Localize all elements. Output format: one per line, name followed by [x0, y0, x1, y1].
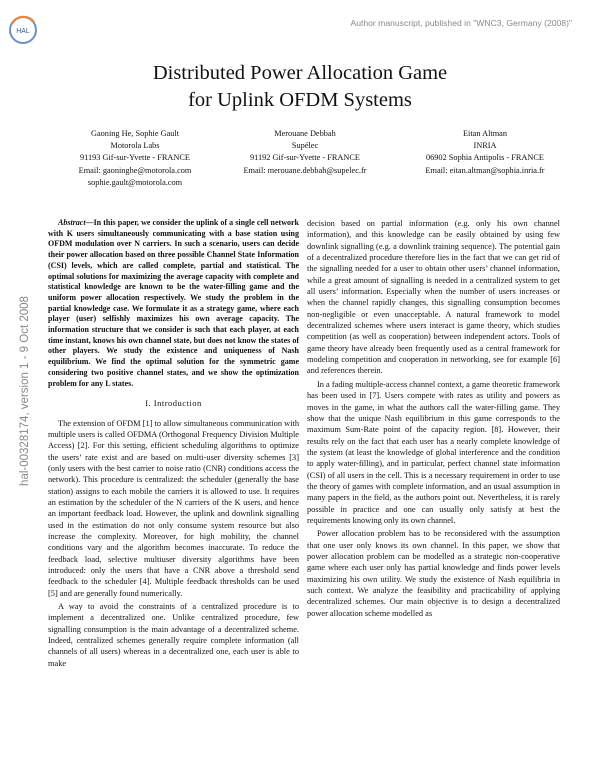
hal-identifier-sidebar: hal-00328174, version 1 - 9 Oct 2008	[19, 296, 31, 486]
abstract	[48, 218, 299, 389]
author-email: Email: gaoninghe@motorola.com	[78, 165, 192, 175]
abstract-body: —In this paper, we consider the uplink of a single cell network with K users simultaneously communicating with a base station using OFDM modulation over N carriers. In such a scenario, users can decide their power allocation based on three possible Channel State Information (CSI) levels, which are called complete, partial and statistical. The optimal solutions for maximizing the average capacity with complete and statistical knowledge are known to be the water-filling game and the uniform power allocation respectively. We study the problem in the partial knowledge case. We formulate it as a strategy game, where each player (user) selfishly maximizes his own average capacity. The information structure that we consider is such that each player, at each time instant, knows his own channel state, but does not know the states of other players. We study the existence and uniqueness of Nash equilibrium. We find the optimal solution for the symmetric game considering two positive channel states, and we show the optimization problem for any L states.	[48, 218, 299, 388]
paper-title	[0, 60, 600, 114]
author-email-2: sophie.gault@motorola.com	[87, 177, 183, 187]
author-affiliation: INRIA	[473, 141, 497, 151]
paragraph: The extension of OFDM [1] to allow simultaneous communication with multiple users is called OFDMA (Orthogonal Frequency Division Multiple Access) [2]. For this setting, efficient scheduling algorithms to optimize the users’ rate exist and are based on multi-user diversity schemes [3] (only users with the best carrier to noise ratio (CNR) conditions access the network). This procedure is centralized: the scheduler (generally the base station) assigns to each mobile the carriers it is allowed to use. It requires an estimation by the scheduler of the N carriers of the K users, and hence an important feedback load. However, the uplink and downlink signalling used in the estimation do not only consume system resource but also increase the complexity. Moreover, for high mobility, the channel conditions vary and the algorithm becomes inaccurate. To reduce the feedback load, selective multiuser diversity algorithms have been introduced: only the users that have a CNR above a threshold send feedback to the scheduler [4]. Multiple feedback thresholds can be used [5] and are generally found numerically.	[48, 418, 299, 598]
author-names: Eitan Altman	[462, 129, 507, 138]
author-affiliation: Motorola Labs	[110, 141, 160, 151]
author-email: Email: eitan.altman@sophia.inria.fr	[425, 165, 545, 175]
paragraph: decision based on partial information (e.g. only his own channel information), and this knowledge can be easily obtained by using few downlink signalling (e.g. a downlink training sequence). The potential gain of a decentralized procedure therefore lies in the fact that we can get rid of the signalling needed for a user to obtain other users’ channel information, while a great amount of signalling is needed in a centralized system to get all users’ information. Especially when the number of users increases or when the channel rapidly changes, this signalling consumption becomes non-negligible or even unacceptable. A natural framework to model decentralized schemes where users interact is game theory, which studies competition (as well as cooperation) between independent actors. Tools of game theory have already been frequently used as a central framework for modeling competition and cooperation in networking, see for example [6] and references therein.	[307, 219, 560, 376]
author-address: 91193 Gif-sur-Yvette - FRANCE	[80, 153, 190, 163]
hal-logo-icon	[7, 8, 39, 52]
header-note: Author manuscript, published in "WNC3, Germany (2008)"	[350, 18, 572, 28]
abstract-lead: Abstract	[58, 218, 86, 227]
author-names: Merouane Debbah	[274, 129, 336, 138]
author-3	[400, 128, 570, 177]
title-line-2: for Uplink OFDM Systems	[188, 89, 412, 111]
author-address: 06902 Sophia Antipolis - FRANCE	[425, 153, 544, 163]
author-names: Gaoning He, Sophie Gault	[90, 129, 180, 138]
paragraph: In a fading multiple-access channel context, a game theoretic framework has been used in [7]. Users compete with rates as utility and powers as moves in the game, in what the authors call the water-filling game. They show that the unique Nash equilibrium in this game corresponds to the maximum Sum-Rate point of the capacity region. [8]. However, their results rely on the fact that each user has a nearly complete knowledge of the system (at least the knowledge of global interference and the condition to apply water-filling), and in particular, perfect channel state information (CSI) of all users in the cell. This is a necessary requirement in order to use the theory of games with complete information, and an usual assumption in many papers in the field, as the authors point out. Nevertheless, it is rarely possible in practice and one can usually only satisfy at best the requirements knowing only its own channel.	[307, 379, 560, 525]
svg-text:HAL: HAL	[16, 28, 30, 35]
author-affiliation: Supélec	[291, 141, 319, 151]
author-email: Email: merouane.debbah@supelec.fr	[243, 165, 367, 175]
section-title-introduction: I. Introduction	[145, 398, 202, 409]
author-address: 91192 Gif-sur-Yvette - FRANCE	[250, 153, 360, 163]
left-column	[48, 218, 299, 669]
right-column	[307, 218, 560, 619]
author-1	[50, 128, 220, 189]
paragraph: Power allocation problem has to be reconsidered with the assumption that one user only knows its own channel. In this paper, we show that power allocation problem can be modelled as a strategic non-cooperative game where each user only has partial knowledge and finds power levels maximizing his own utility. We study the existence of Nash equilibria in such context. We analyze the feasibility and practicability of applying decentralized schemes. Our main objective is to design a decentralized power allocation scheme modelled as	[307, 529, 560, 618]
paragraph: A way to avoid the constraints of a centralized procedure is to implement a decentralized one. Unlike centralized procedure, few signalling consumption is the main advantage of a decentralized scheme. Indeed, centralized schemes generally require complete information (all channels of all users) whereas in a decentralized one, each user is able to make	[48, 602, 299, 668]
author-2	[220, 128, 390, 177]
title-line-1: Distributed Power Allocation Game	[152, 62, 448, 84]
